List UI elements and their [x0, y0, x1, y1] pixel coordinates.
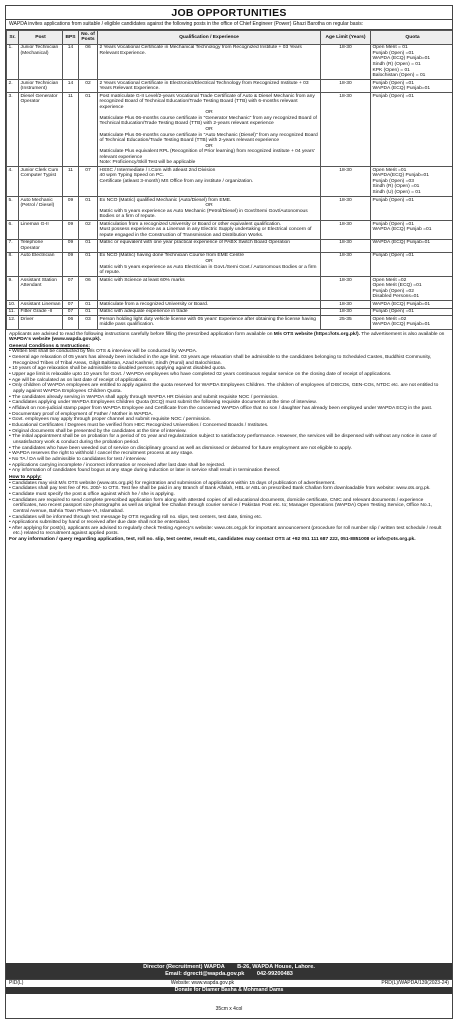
- quota-line: Punjab (Open) =03: [372, 178, 414, 184]
- bps-cell: 09: [63, 221, 79, 240]
- sr-cell: 1.: [7, 44, 19, 79]
- age-cell: 18-30: [321, 301, 371, 309]
- quota-line: WAPDA (ECQ) Punjab=01: [372, 322, 431, 328]
- quota-cell: [371, 316, 454, 329]
- post-cell: Driver: [19, 316, 63, 329]
- pid-left: PID(L): [9, 980, 24, 986]
- qualification-line: Matriculate from a recognized University or Board.: [99, 301, 209, 307]
- bps-cell: 07: [63, 308, 79, 316]
- quota-line: Punjab (Open) =01: [372, 221, 414, 227]
- age-cell: 18-30: [321, 277, 371, 301]
- qualification-line: Must possess experience as a Lineman in any Electric Supply undertaking or Electrical concern of repute engaged in the Construction of Transmission and Distribution Works.: [99, 227, 312, 238]
- bps-cell: 06: [63, 316, 79, 329]
- age-cell: 18-30: [321, 44, 371, 79]
- general-conditions-heading: General Conditions & Instructions:: [9, 343, 90, 349]
- list-item: • After applying for post(s), applicants are advised to regularly check Testing Agency's website: www.ots.org.pk for important announcement (procedure for roll number slip / written test schedule / result etc.) related to recruitment against applied posts.: [9, 526, 449, 537]
- table-row: [7, 316, 454, 329]
- list-item: • Any information of candidates found bogus at any stage during induction or later in service shall result in termination thereof.: [9, 468, 449, 474]
- bps-cell: 11: [63, 93, 79, 167]
- age-cell: 18-30: [321, 197, 371, 221]
- posts-count-cell: 01: [79, 308, 98, 316]
- qualification-cell: [98, 197, 321, 221]
- list-item: • Applications submitted by hand or received after due date shall not be entertained.: [9, 520, 449, 526]
- sr-cell: 12.: [7, 316, 19, 329]
- list-item: • Candidates are required to send complete prescribed application form along with attested copies of all educational documents, domicile certificate, CNIC and relevant documents / experience certificates, two recent passport size photographs as well as original fee Challan through courier service / Pakistan Post etc. to; Manager Operations (WAPDA) Open Testing Service, Office No.1, Central Avenue, Bahria Town Phase-VI, Islamabad.: [9, 498, 449, 515]
- qualification-cell: [98, 239, 321, 252]
- advice-text-2: The advertisement is also available on: [359, 331, 445, 337]
- donate-banner: Donate for Diamer Basha & Mohmand Dams: [6, 987, 452, 994]
- qualification-line: OR: [205, 143, 213, 149]
- quota-line: Sindh (R) (Open) =01: [372, 184, 420, 190]
- post-header: Post: [19, 31, 63, 45]
- table-row: [7, 301, 454, 309]
- posts-count-cell: 01: [79, 301, 98, 309]
- table-row: [7, 197, 454, 221]
- posts-count-cell: 01: [79, 252, 98, 276]
- quota-cell: [371, 221, 454, 240]
- qualification-cell: [98, 316, 321, 329]
- qualification-cell: [98, 221, 321, 240]
- qualification-line: Certificate (atleast 3-month) MS Office from any institute / organization.: [99, 178, 254, 184]
- bps-cell: 07: [63, 301, 79, 309]
- post-cell: Telephone Operator: [19, 239, 63, 252]
- table-row: [7, 80, 454, 93]
- qualification-cell: [98, 301, 321, 309]
- list-item: • Only children of WAPDA employees are entitled to apply against the quota reserved for WAPDA Employees Children. The children of employees of DISCOs, GEN-COs, NTDC etc. are not entitled to apply against WAPDA Employees Children Quota.: [9, 383, 449, 394]
- list-item: • Candidates applying under WAPDA Employees Children Quota (ECQ) must submit the following requisite documents at the time of interview.: [9, 400, 449, 406]
- qualification-line: Matriculate Plus 06-months course certificate in "Generator Mechanic" from any recognized Board of Technical Education/Trade Testing Board (TTB) with 2-years relevant experience: [99, 115, 317, 127]
- list-item: • Written test shall be conducted by M/s OTS & interview will be conducted by WAPDA.: [9, 349, 449, 355]
- table-header-row: [7, 31, 454, 45]
- intro-text: WAPDA invites applications from suitable / eligible candidates against the following posts in the office of Chief Engineer (Power) Ghazi Barotha on regular basis:: [6, 20, 452, 30]
- list-item: • Affidavit on non-judicial stamp paper from WAPDA Employee and Certificate from the concerned WAPDA office that no son / daughter has already been employed under WAPDA ECQ in the past.: [9, 406, 449, 412]
- quota-line: Sindh (R) (Open) = 01: [372, 61, 421, 67]
- quota-cell: [371, 301, 454, 309]
- qualification-line: Ex NCO (Matric) having done Technician Course from EME Centre: [99, 253, 245, 259]
- quota-line: Disabled Persons=01: [372, 294, 420, 300]
- quota-line: KPK (Open) = 01: [372, 67, 410, 73]
- posts-count-cell: 06: [79, 44, 98, 79]
- post-cell: Assistant Station Attendant: [19, 277, 63, 301]
- qualification-line: Matric with adequate experience in trade: [99, 309, 188, 315]
- table-row: [7, 93, 454, 167]
- sr-cell: 5.: [7, 197, 19, 221]
- quota-line: Punjab (Open) =01: [372, 253, 414, 259]
- bps-cell: 09: [63, 197, 79, 221]
- list-item: • Candidates may visit M/s OTS website (www.ots.org.pk) for registration and submission of applications within 15 days of publication of advertisement.: [9, 481, 449, 487]
- qualification-cell: [98, 252, 321, 276]
- list-item: • Educational Certificates / Degrees must be verified from HEC Recognized Universities / Concerned Boards / Institutes.: [9, 423, 449, 429]
- qualification-line: HSSC / Intermediate / I.Com with atleast 2nd Division: [99, 167, 216, 173]
- post-cell: Junior Technician (Mechanical): [19, 44, 63, 79]
- qualification-line: OR: [205, 110, 213, 116]
- qualification-line: Matric with Science at least 60% marks: [99, 277, 185, 283]
- general-conditions-list: [9, 349, 449, 473]
- table-row: [7, 221, 454, 240]
- list-item: • 10 years of age relaxation shall be admissible to disabled persons applying against disabled quota.: [9, 366, 449, 372]
- quota-cell: [371, 44, 454, 79]
- director-block: [6, 963, 452, 979]
- age-cell: 18-30: [321, 239, 371, 252]
- sr-cell: 9.: [7, 277, 19, 301]
- sr-cell: 10.: [7, 301, 19, 309]
- posts-count-cell: 01: [79, 197, 98, 221]
- quota-line: Open Merit = 01: [372, 45, 408, 51]
- director-address: Director (Recruitment) WAPDA B-26, WAPDA House, Lahore.: [143, 964, 315, 970]
- age-cell: 18-30: [321, 167, 371, 197]
- list-item: • The candidates who have been weeded out of service on disciplinary ground as well as dismissed or debarred for future employment are not eligible to apply.: [9, 446, 449, 452]
- qualification-line: Matric with 5 years experience as Auto Mechanic (Petrol/Diesel) in Govt/Semi Govt/Autonomous Bodies or a firm of repute.: [99, 208, 308, 220]
- quota-line: WAPDA (ECQ) Punjab=01: [372, 240, 431, 246]
- quota-line: Open Merit (ECQ) =01: [372, 283, 422, 289]
- age-cell: 18-30: [321, 252, 371, 276]
- quota-line: Open Merit =02: [372, 316, 407, 322]
- posts-count-cell: 01: [79, 239, 98, 252]
- pid-right: PRD(L)/WAPDA/139(2023-24): [381, 980, 449, 986]
- post-cell: Junior Technician (Instrument): [19, 80, 63, 93]
- quota-line: WAPDA (ECQ) Punjab=01: [372, 56, 431, 62]
- quota-line: Punjab (Open) =01: [372, 80, 414, 86]
- quota-line: Punjab (Open) =01: [372, 50, 414, 56]
- table-body: [7, 44, 454, 329]
- qualification-cell: [98, 308, 321, 316]
- advertisement-page: [5, 5, 453, 1019]
- quota-header: Quota: [371, 31, 454, 45]
- list-item: • Original documents shall be presented by the candidates at the time of interview.: [9, 429, 449, 435]
- qualification-line: Matriculate Plus 06-months course certificate in "Auto Mechanic (Diesel)" from any recognized Board of Technical Education/Trade Testing Board (TTB) with 2-years relevant experience: [99, 132, 318, 144]
- page-title: JOB OPPORTUNITIES: [6, 6, 452, 20]
- qualification-line: Post matriculate G-II Level/2-years Vocational Trade Certificate of Auto & Diesel Mechanic from any recognized Board of Technical Education/Trade Testing Board (TTB) with 6-months relevant experience: [99, 93, 315, 110]
- query-contact: For any information / query regarding application, test, roll no. slip, test center, result etc, candidates may contact OTS at +92 051 111 687 222, 051-8851008 or info@ots.org.pk.: [9, 537, 416, 543]
- wapda-website[interactable]: Website: www.wapda.gov.pk: [170, 980, 234, 986]
- posts-count-cell: 01: [79, 93, 98, 167]
- table-row: [7, 308, 454, 316]
- quota-cell: [371, 93, 454, 167]
- qualification-line: Matric or equivalent with one year practical experience of PABX Switch Board Operation: [99, 240, 290, 246]
- list-item: • The candidates already serving in WAPDA shall apply through WAPDA HR Division and submit requisite NOC / permission.: [9, 395, 449, 401]
- list-item: • Govt. employees may apply through proper channel and submit requisite NOC / permission.: [9, 417, 449, 423]
- post-cell: Diesel Generator Operator: [19, 93, 63, 167]
- jobs-table: [6, 30, 453, 330]
- post-cell: Fitter Grade -II: [19, 308, 63, 316]
- ad-size-label: 35cm x 4col: [215, 1006, 243, 1012]
- age-cell: 18-30: [321, 93, 371, 167]
- qualification-line: Matriculate Plus equivalent RPL (Recognition of Prior learning) from recognized institute + 04 years' relevant experience: [99, 149, 315, 160]
- qualification-cell: [98, 44, 321, 79]
- quota-line: WAPDA (ECQ) Punjab =01: [372, 227, 432, 233]
- posts-header: No. of Posts: [79, 31, 98, 45]
- table-row: [7, 167, 454, 197]
- sr-cell: 3.: [7, 93, 19, 167]
- qualification-cell: [98, 80, 321, 93]
- list-item: • The initial appointment shall be on probation for a period of 01 year and regularization subject to satisfactory performance. However, the services will be dispensed with without any notice in case of unsatisfactory work & conduct during the probation period.: [9, 434, 449, 445]
- quota-line: WAPDA (ECQ) Punjab=01: [372, 86, 431, 92]
- qualification-cell: [98, 93, 321, 167]
- quota-line: Open Merit =02: [372, 277, 407, 283]
- quota-cell: [371, 80, 454, 93]
- table-row: [7, 252, 454, 276]
- posts-count-cell: 02: [79, 80, 98, 93]
- sr-cell: 4.: [7, 167, 19, 197]
- director-email-phone: Email: dgrectt@wapda.gov.pk 042-99200483: [165, 971, 293, 977]
- qualification-line: Note: Proficiency/Skill Test will be applicable: [99, 160, 196, 166]
- advice-text-1: Applicants are advised to read the following instructions carefully before filling the prescribed application form available on: [9, 331, 274, 337]
- list-item: • No TA / DA will be admissible to candidates for test / interview.: [9, 457, 449, 463]
- qualification-line: 2 Years Vocational Certificate in Mechanical Technology from Recognized Institute + 03 Years Relevant Experience.: [99, 45, 302, 56]
- qualification-line: Person holding light duty vehicle license with 05 years' Experience after obtaining the license having middle pass qualification.: [99, 316, 317, 328]
- table-row: [7, 277, 454, 301]
- qualification-header: Qualification / Experience: [98, 31, 321, 45]
- sr-cell: 11.: [7, 308, 19, 316]
- bps-header: BPS: [63, 31, 79, 45]
- post-cell: Assistant Lineman: [19, 301, 63, 309]
- qualification-cell: [98, 167, 321, 197]
- qualification-line: Matriculation from a recognized University or Board or other equivalent qualification.: [99, 221, 282, 227]
- notes-section: [6, 330, 452, 543]
- age-cell: 25-35: [321, 316, 371, 329]
- list-item: • Upper age limit is relaxable upto 10 years for Govt. / WAPDA employees who have completed 02 years continuous regular service on the closing date of receipt of applications.: [9, 372, 449, 378]
- qualification-line: 2 Years Vocational Certificate in Electronics/Electrical Technology from Recognized Institute + 03 Years Relevant Experience.: [99, 80, 309, 92]
- bps-cell: 07: [63, 277, 79, 301]
- bps-cell: 11: [63, 167, 79, 197]
- sr-header: Sr.: [7, 31, 19, 45]
- how-to-apply-heading: How to Apply:: [9, 474, 42, 480]
- age-cell: 18-30: [321, 221, 371, 240]
- bps-cell: 14: [63, 44, 79, 79]
- list-item: • Applications carrying incomplete / incorrect information or received after last date shall be rejected.: [9, 463, 449, 469]
- pid-row: [6, 979, 452, 987]
- list-item: • Candidates shall pay test fee of Rs. 200/- to OTS. Test fee shall be paid in any Branch of Bank Alfalah, HBL or ABL on prescribed Bank Challan form downloadable from website: www.ots.org.pk.: [9, 486, 449, 492]
- bps-cell: 14: [63, 80, 79, 93]
- quota-line: Punjab (Open) =01: [372, 197, 414, 203]
- age-cell: 18-30: [321, 308, 371, 316]
- bps-cell: 09: [63, 239, 79, 252]
- how-to-apply-list: [9, 481, 449, 538]
- quota-cell: [371, 197, 454, 221]
- quota-cell: [371, 252, 454, 276]
- post-cell: Auto Electrician: [19, 252, 63, 276]
- post-cell: Junior Clerk Cum Computer Typist: [19, 167, 63, 197]
- qualification-line: OR: [205, 259, 213, 264]
- post-cell: Lineman G-II: [19, 221, 63, 240]
- quota-cell: [371, 239, 454, 252]
- quota-line: Open Merit =01: [372, 167, 407, 173]
- list-item: • General age relaxation of 05 years has already been included in the age limit. 03 years age relaxation shall be admissible to the candidates belonging to Scheduled Castes, Buddhist Community, Recognized Tribes of Tribal Areas, Gilgit Baltistan, Azad Kashmir, Sindh (Rural) and Balochistan.: [9, 355, 449, 366]
- qualification-line: OR: [205, 126, 213, 132]
- quota-line: Sindh (U) (Open) = 01: [372, 189, 421, 195]
- quota-line: WAPDA(ECQ) Punjab=01: [372, 173, 429, 179]
- list-item: • Candidate must specify the post & office against which he / she is applying.: [9, 492, 449, 498]
- list-item: • Candidates will be informed through text message by OTS regarding roll no. slips, test centers, test date, timing etc.: [9, 515, 449, 521]
- quota-line: Punjab (Open) =01: [372, 93, 414, 99]
- sr-cell: 7.: [7, 239, 19, 252]
- sr-cell: 8.: [7, 252, 19, 276]
- ots-website-link[interactable]: M/s OTS website (https://ots.org.pk/).: [273, 331, 360, 337]
- age-cell: 18-30: [321, 80, 371, 93]
- table-row: [7, 44, 454, 79]
- table-row: [7, 239, 454, 252]
- list-item: • Documentary proof of employment of Father / Mother in WAPDA.: [9, 412, 449, 418]
- age-header: Age Limit (Years): [321, 31, 371, 45]
- posts-count-cell: 02: [79, 221, 98, 240]
- sr-cell: 2.: [7, 80, 19, 93]
- wapda-website-link[interactable]: WAPDA's website (www.wapda.gov.pk).: [9, 337, 101, 343]
- quota-cell: [371, 167, 454, 197]
- quota-cell: [371, 277, 454, 301]
- qualification-cell: [98, 277, 321, 301]
- footer: [6, 963, 452, 994]
- quota-line: WAPDA (ECQ) Punjab=01: [372, 301, 431, 307]
- qualification-line: OR: [205, 203, 213, 209]
- quota-cell: [371, 308, 454, 316]
- bps-cell: 09: [63, 252, 79, 276]
- posts-count-cell: 03: [79, 316, 98, 329]
- posts-count-cell: 07: [79, 167, 98, 197]
- list-item: • Age will be calculated as on last date of receipt of applications.: [9, 378, 449, 384]
- qualification-line: 40 wpm Typing Speed on PC.: [99, 173, 165, 179]
- list-item: • WAPDA reserves the right to withhold / cancel the recruitment process at any stage.: [9, 451, 449, 457]
- quota-line: Punjab (Open) =02: [372, 288, 414, 294]
- advice-paragraph: [9, 332, 449, 343]
- quota-line: Balochistan (Open) = 01: [372, 73, 426, 79]
- posts-count-cell: 06: [79, 277, 98, 301]
- qualification-line: Matric with 5 years experience as Auto Electrician in Govt./Semi Govt./ Autonomous Bodies or a firm of repute.: [99, 264, 317, 276]
- post-cell: Auto Mechanic (Petrol / Diesel): [19, 197, 63, 221]
- sr-cell: 6.: [7, 221, 19, 240]
- quota-line: Punjab (Open) =01: [372, 309, 414, 315]
- qualification-line: Ex NCO (Matric) qualified Mechanic (Auto/Diesel) from EME.: [99, 197, 232, 203]
